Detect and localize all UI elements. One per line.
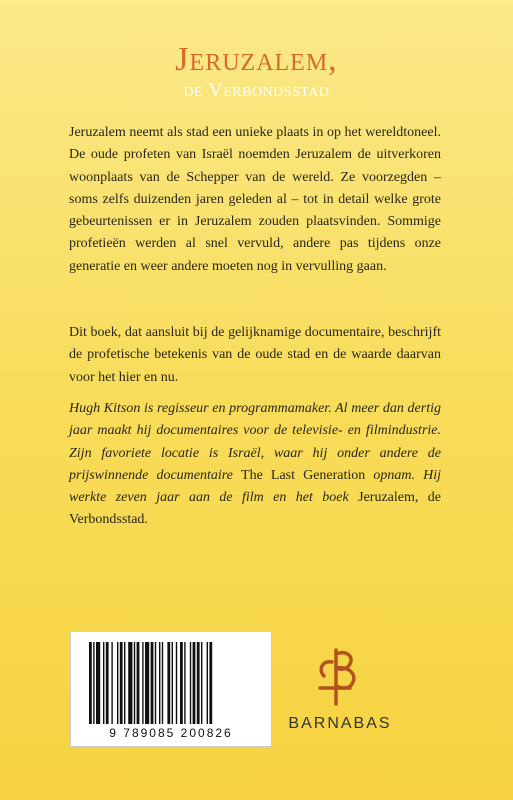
barcode-icon [89, 642, 253, 724]
bio-book-title: Jeruzalem, de Verbondsstad [69, 490, 442, 528]
author-bio [69, 398, 441, 532]
publisher-name: BARNABAS [288, 715, 392, 732]
barcode-box [70, 631, 272, 747]
book-title: Jeruzalem, [175, 41, 338, 78]
bio-text-2: opnam. Hij werkte zeven jaar aan de film en het boek [69, 467, 442, 506]
book-subtitle: de Verbondsstad [183, 79, 330, 101]
title-block [0, 40, 513, 102]
barnabas-logo-icon [310, 646, 370, 708]
bio-text-3: . [144, 512, 148, 528]
bio-film-title: The Last Generation [241, 467, 366, 483]
blurb-paragraph-1: Jeruzalem neemt als stad een unieke plaats in op het wereldtoneel. De oude profeten van Israël noemden Jeruzalem de uitverkoren woonplaats van de Schepper van de wereld. Ze voorzegden – soms zelfs duizenden jaren geleden al – tot in detail welke grote gebeurtenissen er in Jeruzalem zouden plaatsvinden. Sommige profetieën werden al snel vervuld, andere pas tijdens onze generatie en weer andere moeten nog in vervulling gaan. [69, 125, 441, 274]
blurb-paragraph-2: Dit boek, dat aansluit bij de gelijknamige documentaire, beschrijft de profetische betekenis van de oude stad en de waarde daarvan voor het hier en nu. [69, 325, 441, 385]
isbn-number: 9 789085 200826 [109, 726, 233, 740]
bio-text-1: Hugh Kitson is regisseur en programmamaker. Al meer dan dertig jaar maakt hij documentaires voor de televisie- en filmindustrie. Zijn favoriete locatie is Israël, waar hij onder andere de prijswinnende documentaire [69, 401, 441, 483]
publisher-logo [270, 646, 410, 733]
